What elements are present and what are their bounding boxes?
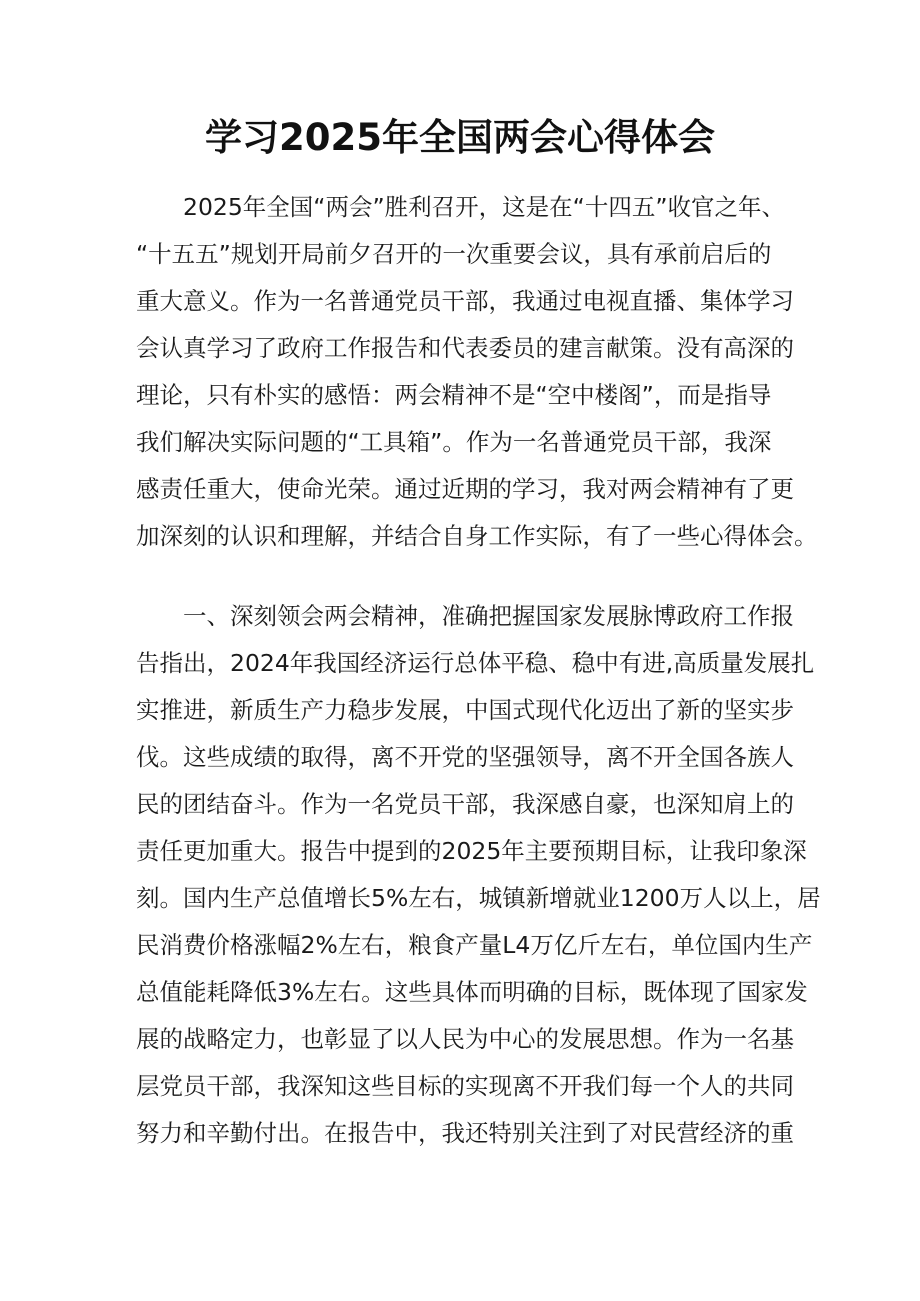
- text-line: 感责任重大，使命光荣。通过近期的学习，我对两会精神有了更: [136, 475, 794, 503]
- text-line: “十五五”规划开局前夕召开的一次重要会议，具有承前启后的: [136, 240, 772, 268]
- text-line: 伐。这些成绩的取得，离不开党的坚强领导，离不开全国各族人: [136, 743, 794, 771]
- text-line: 会认真学习了政府工作报告和代表委员的建言献策。没有高深的: [136, 334, 794, 362]
- document-title: 学习2025年全国两会心得体会: [205, 116, 715, 159]
- text-line: 民消费价格涨幅2%左右，粮食产量L4万亿斤左右，单位国内生产: [136, 931, 813, 959]
- text-line: 告指出，2024年我国经济运行总体平稳、稳中有进,高质量发展扎: [136, 649, 815, 677]
- text-line: 实推进，新质生产力稳步发展，中国式现代化迈出了新的坚实步: [136, 696, 794, 724]
- text-line: 2025年全国“两会”胜利召开，这是在“十四五”收官之年、: [183, 193, 786, 221]
- paragraph-1: [136, 184, 818, 560]
- text-line: 一、深刻领会两会精神，准确把握国家发展脉博政府工作报: [183, 602, 794, 630]
- text-line: 努力和辛勤付出。在报告中，我还特别关注到了对民营经济的重: [136, 1119, 794, 1147]
- text-line: 展的战略定力，也彰显了以人民为中心的发展思想。作为一名基: [136, 1025, 794, 1053]
- text-line: 加深刻的认识和理解，并结合自身工作实际，有了一些心得体会。: [136, 522, 818, 550]
- text-line: 我们解决实际问题的“工具箱”。作为一名普通党员干部，我深: [136, 428, 772, 456]
- text-line: 层党员干部，我深知这些目标的实现离不开我们每一个人的共同: [136, 1072, 794, 1100]
- text-line: 重大意义。作为一名普通党员干部，我通过电视直播、集体学习: [136, 287, 794, 315]
- text-line: 理论，只有朴实的感悟：两会精神不是“空中楼阁”，而是指导: [136, 381, 772, 409]
- text-line: 民的团结奋斗。作为一名党员干部，我深感自豪，也深知肩上的: [136, 790, 794, 818]
- paragraph-2: [136, 593, 821, 1157]
- text-line: 刻。国内生产总值增长5%左右，城镇新增就业1200万人以上，居: [136, 884, 821, 912]
- text-line: 总值能耗降低3%左右。这些具体而明确的目标，既体现了国家发: [136, 978, 808, 1006]
- text-line: 责任更加重大。报告中提到的2025年主要预期目标，让我印象深: [136, 837, 807, 865]
